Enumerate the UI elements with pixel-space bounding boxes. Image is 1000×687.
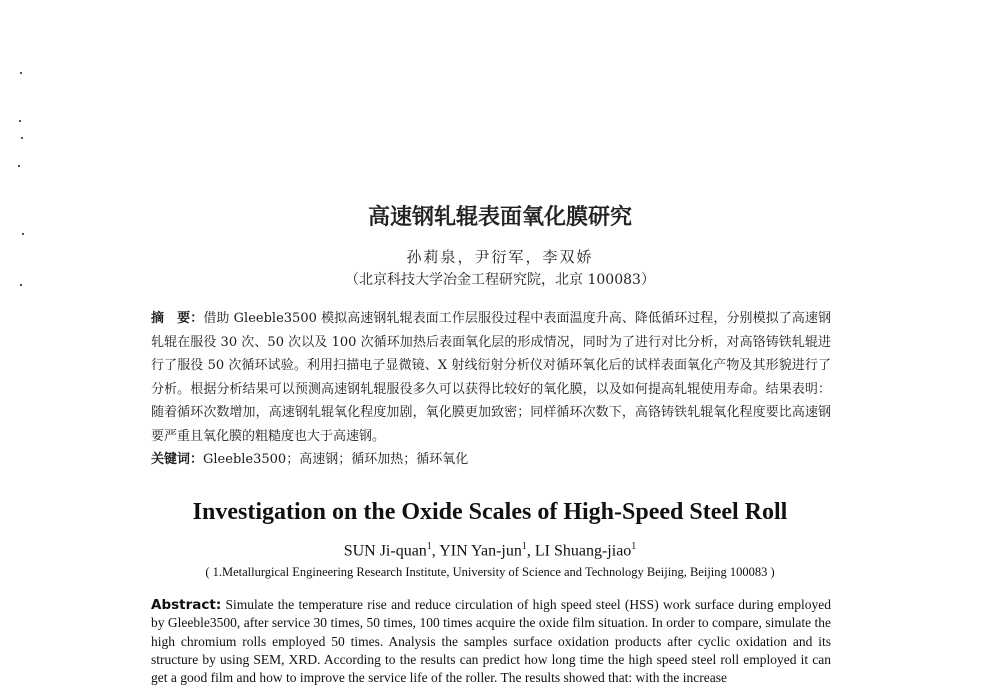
author-affiliation-mark: 1 <box>426 541 432 552</box>
chinese-abstract-label: 摘 要： <box>151 311 204 326</box>
chinese-title: 高速钢轧辊表面氧化膜研究 <box>367 205 632 230</box>
scan-speck <box>20 72 22 74</box>
scan-speck <box>18 165 20 167</box>
author-name: YIN Yan-jun <box>439 542 522 560</box>
english-authors: SUN Ji-quan$^1$, YIN Yan-jun$^1$, LI Shuang-jiao$^1$ <box>343 541 637 560</box>
chinese-authors: 孙莉泉，尹衍军，李双娇 <box>406 248 594 266</box>
chinese-abstract <box>151 307 831 448</box>
author-affiliation-mark: 1 <box>521 541 527 552</box>
chinese-affiliation: （北京科技大学冶金工程研究院，北京 100083） <box>345 272 655 288</box>
english-abstract-text: Simulate the temperature rise and reduce circulation of high speed steel (HSS) work surface during employed by Gleeble3500, after service 30 times, 50 times, 100 times acquire the oxide film situation. In order to compare, simulate the high chromium rolls employed 50 times. Analysis the samples surface oxidation products after cyclic oxidation and its structure by using SEM, XRD. According to the results can predict how long time the high speed steel roll employed it can get a good film and how to improve the service life of the roller. The results showed that: with the increase <box>151 597 831 686</box>
english-abstract-label: Abstract: <box>151 597 222 613</box>
english-title: Investigation on the Oxide Scales of High-Speed Steel Roll <box>192 499 788 525</box>
chinese-abstract-text: 借助 Gleeble3500 模拟高速钢轧辊表面工作层服役过程中表面温度升高、降低循环过程，分别模拟了高速钢轧辊在服役 30 次、50 次以及 100 次循环加热后表面氧化层的形成情况，同时为了进行对比分析，对高铬铸铁轧辊进行了服役 50 次循环试验。利用扫描电子显微镜、X 射线衍射分析仪对循环氧化后的试样表面氧化产物及其形貌进行了分析。根据分析结果可以预测高速钢轧辊服役多久可以获得比较好的氧化膜，以及如何提高轧辊使用寿命。结果表明：随着循环次数增加，高速钢轧辊氧化程度加剧，氧化膜更加致密；同样循环次数下，高铬铸铁轧辊氧化程度要比高速钢要严重且氧化膜的粗糙度也大于高速钢。 <box>151 311 831 444</box>
author-name: SUN Ji-quan <box>343 542 427 560</box>
scan-speck <box>22 233 24 235</box>
english-affiliation: ( 1.Metallurgical Engineering Research Institute, University of Science and Technology Beijing, Beijing 100083 ) <box>205 565 775 579</box>
scan-speck <box>19 120 21 122</box>
author-name: LI Shuang-jiao <box>534 542 632 560</box>
author-affiliation-mark: 1 <box>631 541 637 552</box>
chinese-keywords <box>151 448 831 467</box>
scan-speck <box>21 137 23 139</box>
chinese-keywords-text: Gleeble3500；高速钢；循环加热；循环氧化 <box>203 452 469 467</box>
english-abstract <box>151 596 831 687</box>
chinese-keywords-label: 关键词： <box>151 452 204 467</box>
